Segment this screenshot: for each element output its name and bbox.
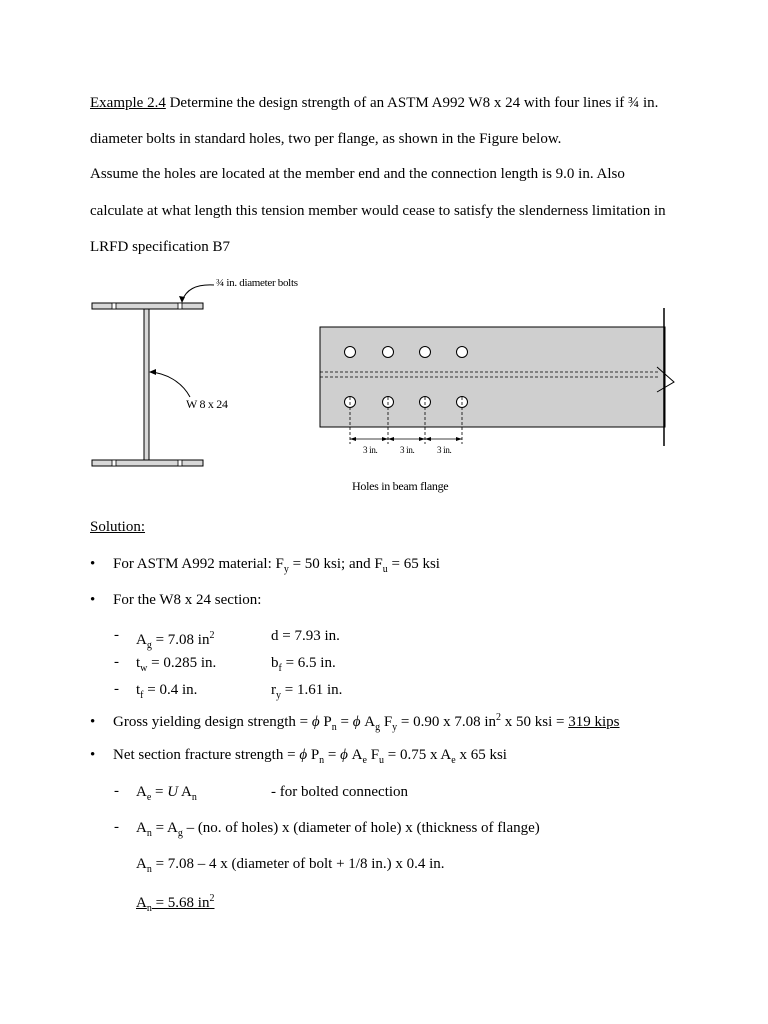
bolt-hole (345, 347, 356, 358)
an-definition: $A_n = A_g - (no$. of holes) x (diameter of hole) x (thickness of flange) (136, 820, 540, 839)
prop-ry: $r_y = 1.61$ in. (271, 682, 343, 701)
problem-line-3: Assume the holes are located at the member end and the connection length is 9.0 in. Also (90, 166, 625, 182)
dash-marker: - (114, 783, 119, 799)
prop-tw: $t_w = 0.285$ in. (136, 655, 217, 674)
spacing-label-2: 3 in. (400, 445, 415, 455)
dash-marker: - (114, 654, 119, 670)
dash-marker: - (114, 819, 119, 835)
flange-plan (320, 308, 674, 446)
problem-line-2: diameter bolts in standard holes, two per flange, as shown in the Figure below. (90, 131, 562, 147)
ae-equation: $A_e = U$ $A_n$ (136, 784, 197, 803)
bolt-label: ¾ in. diameter bolts (216, 277, 298, 289)
figure-caption: Holes in beam flange (352, 479, 449, 493)
bullet-material: • For ASTM A992 material: $F_y = 50$ ksi; and $F_u = 65$ ksi (90, 556, 440, 575)
figure (0, 0, 768, 500)
section-leader (150, 372, 190, 397)
dash-marker: - (114, 681, 119, 697)
an-calculation: $A_n = 7.08 - 4$ x (diameter of bolt + 1/8 in.) x 0.4 in. (136, 856, 445, 875)
spacing-label-1: 3 in. (363, 445, 378, 455)
flange-hole (112, 460, 116, 466)
prop-bf: $b_f = 6.5$ in. (271, 655, 336, 674)
bolt-hole (457, 347, 468, 358)
bolt-leader (182, 285, 214, 301)
problem-line-5: LRFD specification B7 (90, 239, 230, 255)
bolt-hole (383, 347, 394, 358)
spacing-label-3: 3 in. (437, 445, 452, 455)
bullet-gross-yielding: • Gross yielding design strength = ϕ $P_n = \phi$ $A_g$ $F_y = 0.90$ x 7.08 $in^2$ x 50 ksi = 319 kips (90, 712, 620, 733)
flange-hole (112, 303, 116, 309)
prop-ag: $A_g = 7.08$ $in^2$ (136, 630, 215, 651)
solution-heading: Solution: (90, 519, 146, 535)
flange-hole (178, 303, 182, 309)
problem-line-1: Example 2.4 Determine the design strength of an ASTM A992 W8 x 24 with four lines if ¾ in. (90, 95, 659, 111)
bullet-section: • For the W8 x 24 section: (90, 592, 262, 608)
prop-tf: $t_f = 0.4$ in. (136, 682, 198, 701)
dash-marker: - (114, 627, 119, 643)
gross-result: 319 kips (568, 714, 620, 730)
example-title: Example 2.4 (90, 95, 166, 111)
flange-hole (178, 460, 182, 466)
bullet-net-fracture: • Net section fracture strength = ϕ $P_n = \phi$ $A_e$ $F_u = 0.75$ x $A_e$ x 65 ksi (90, 747, 507, 766)
i-beam-section (92, 303, 203, 466)
ae-note: - for bolted connection (271, 784, 409, 800)
prop-d: d = 7.93 in. (271, 628, 340, 644)
bolt-hole (420, 347, 431, 358)
section-label: W 8 x 24 (186, 397, 228, 411)
an-result: $A_n = 5.68$ $in^2$ (136, 893, 215, 914)
problem-line-4: calculate at what length this tension member would cease to satisfy the slenderness limitation in (90, 203, 666, 219)
